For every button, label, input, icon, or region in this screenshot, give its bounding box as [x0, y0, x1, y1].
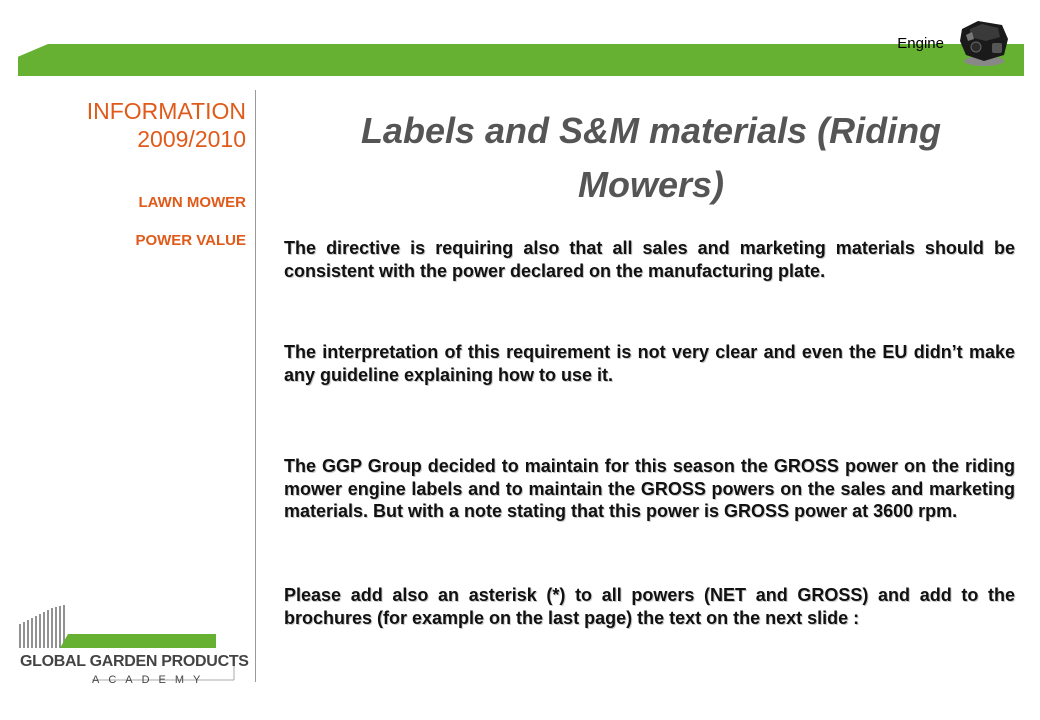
section-label: Engine — [897, 35, 944, 52]
paragraph-directive: The directive is requiring also that all sales and marketing materials should be consistent with the power declared on the manufacturing plate. — [284, 238, 1015, 281]
ggp-logo — [16, 602, 236, 684]
paragraph-interpretation: The interpretation of this requirement is not very clear and even the EU didn’t make any guideline explaining how to use it. — [284, 342, 1015, 385]
engine-icon — [956, 15, 1012, 67]
sidebar-topic-power-value: POWER VALUE — [135, 232, 246, 249]
sidebar-title-line1: INFORMATION — [86, 98, 246, 124]
paragraph-asterisk-note: Please add also an asterisk (*) to all powers (NET and GROSS) and add to the brochures (for example on the last page) the text on the next slide : — [284, 585, 1015, 628]
page-title-line2: Mowers) — [577, 164, 725, 205]
sidebar-title-line2: 2009/2010 — [137, 126, 246, 152]
paragraph-ggp-decision: The GGP Group decided to maintain for this season the GROSS power on the riding mower engine labels and to maintain the GROSS powers on the sales and marketing materials. But with a note stating that this power is GROSS power at 3600 rpm. — [284, 456, 1015, 521]
logo-subtitle: ACADEMY — [92, 674, 210, 686]
header-accent-bar — [18, 44, 1024, 76]
sidebar-topic-lawn-mower: LAWN MOWER — [138, 194, 246, 211]
logo-name: GLOBAL GARDEN PRODUCTS — [20, 653, 249, 670]
sidebar-title — [26, 97, 246, 153]
sidebar-divider — [255, 90, 256, 682]
page-title-line1: Labels and S&M materials (Riding — [360, 110, 942, 151]
page-title — [295, 104, 1007, 212]
